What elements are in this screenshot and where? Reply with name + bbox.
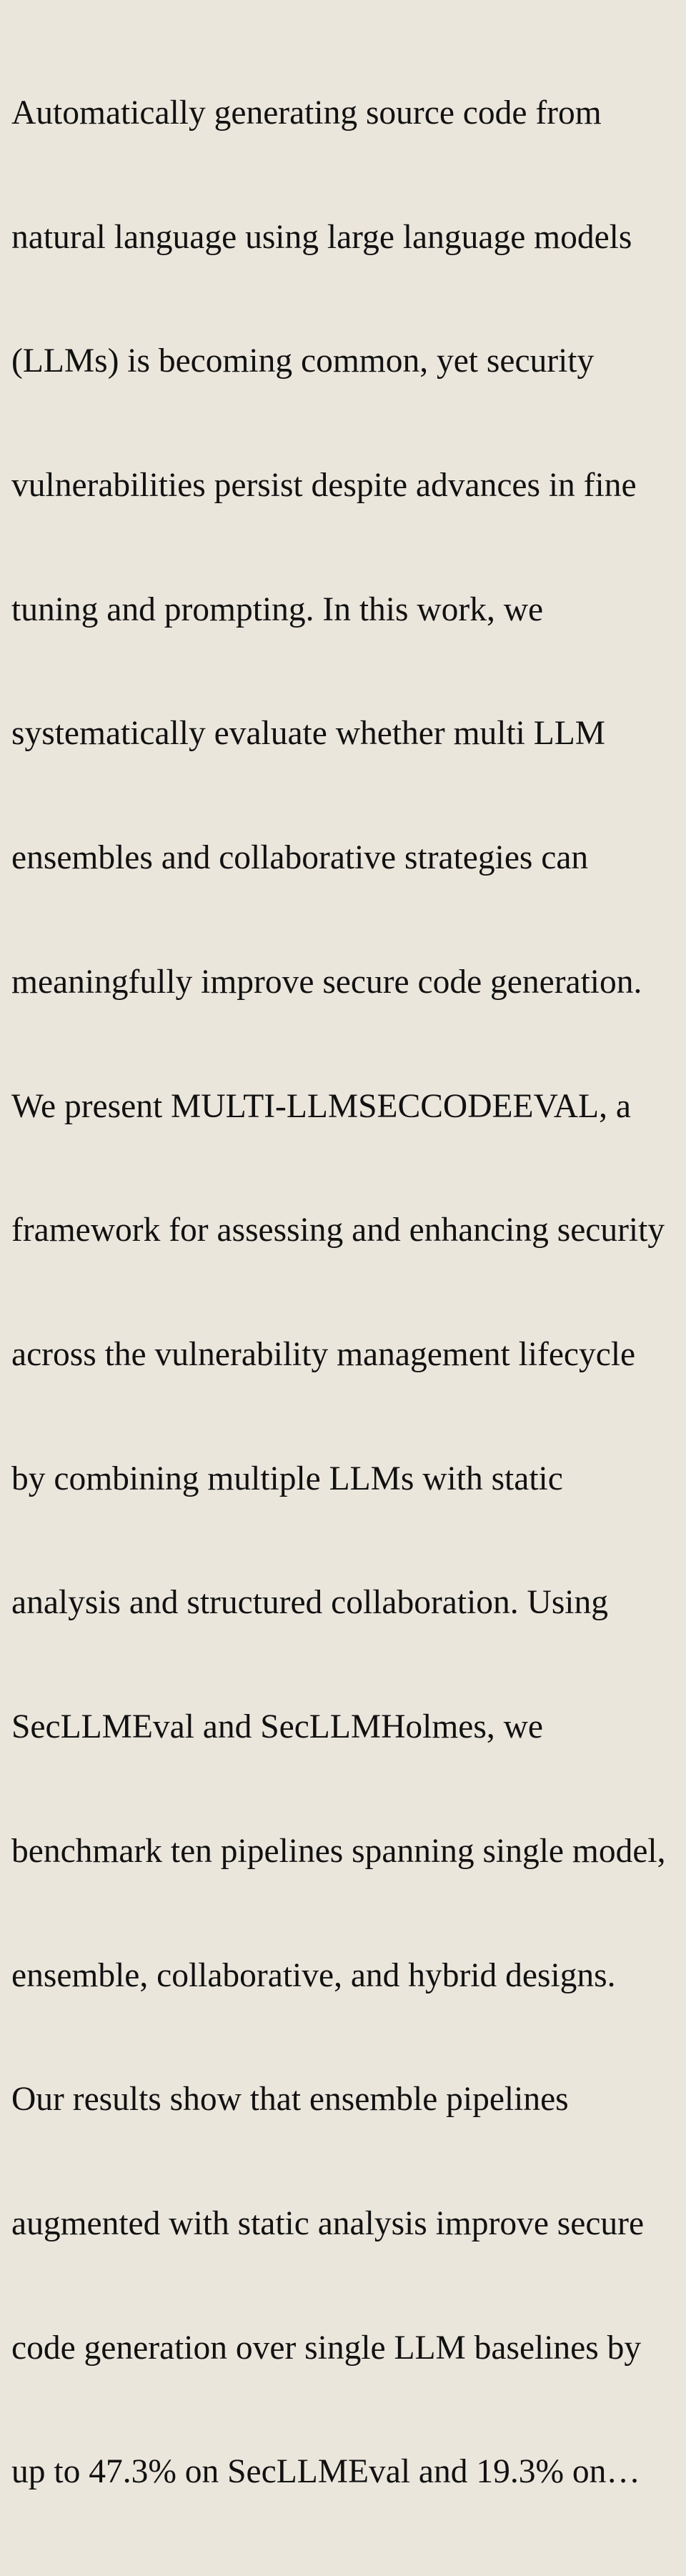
abstract-line: Our results show that ensemble pipelines xyxy=(11,2081,569,2119)
abstract-line: SecLLMEval and SecLLMHolmes, we xyxy=(11,1708,543,1746)
abstract-line: (LLMs) is becoming common, yet security xyxy=(11,342,595,380)
abstract-line: vulnerabilities persist despite advances in fine xyxy=(11,466,637,504)
abstract-line: benchmark ten pipelines spanning single model, xyxy=(11,1832,666,1870)
abstract-line: ensembles and collaborative strategies can xyxy=(11,839,589,877)
abstract-line: ensemble, collaborative, and hybrid designs. xyxy=(11,1956,616,1994)
abstract-line: natural language using large language models xyxy=(11,218,632,256)
abstract-line: framework for assessing and enhancing security xyxy=(11,1212,665,1249)
abstract-line: up to 47.3% on SecLLMEval and 19.3% on… xyxy=(11,2453,640,2491)
abstract-line: across the vulnerability management lifecycle xyxy=(11,1336,636,1373)
abstract-line: analysis and structured collaboration. Using xyxy=(11,1584,609,1622)
abstract-line: We present MULTI-LLMSECCODEEVAL, a xyxy=(11,1087,631,1125)
abstract-line: augmented with static analysis improve secure xyxy=(11,2205,645,2243)
abstract-line: by combining multiple LLMs with static xyxy=(11,1460,563,1497)
abstract-paragraph xyxy=(11,10,675,2576)
abstract-line: systematically evaluate whether multi LLM xyxy=(11,715,605,753)
abstract-line: tuning and prompting. In this work, we xyxy=(11,590,544,628)
abstract-line: Automatically generating source code from xyxy=(11,94,602,132)
abstract-line: code generation over single LLM baselines by xyxy=(11,2329,642,2367)
abstract-line: meaningfully improve secure code generation. xyxy=(11,963,642,1001)
